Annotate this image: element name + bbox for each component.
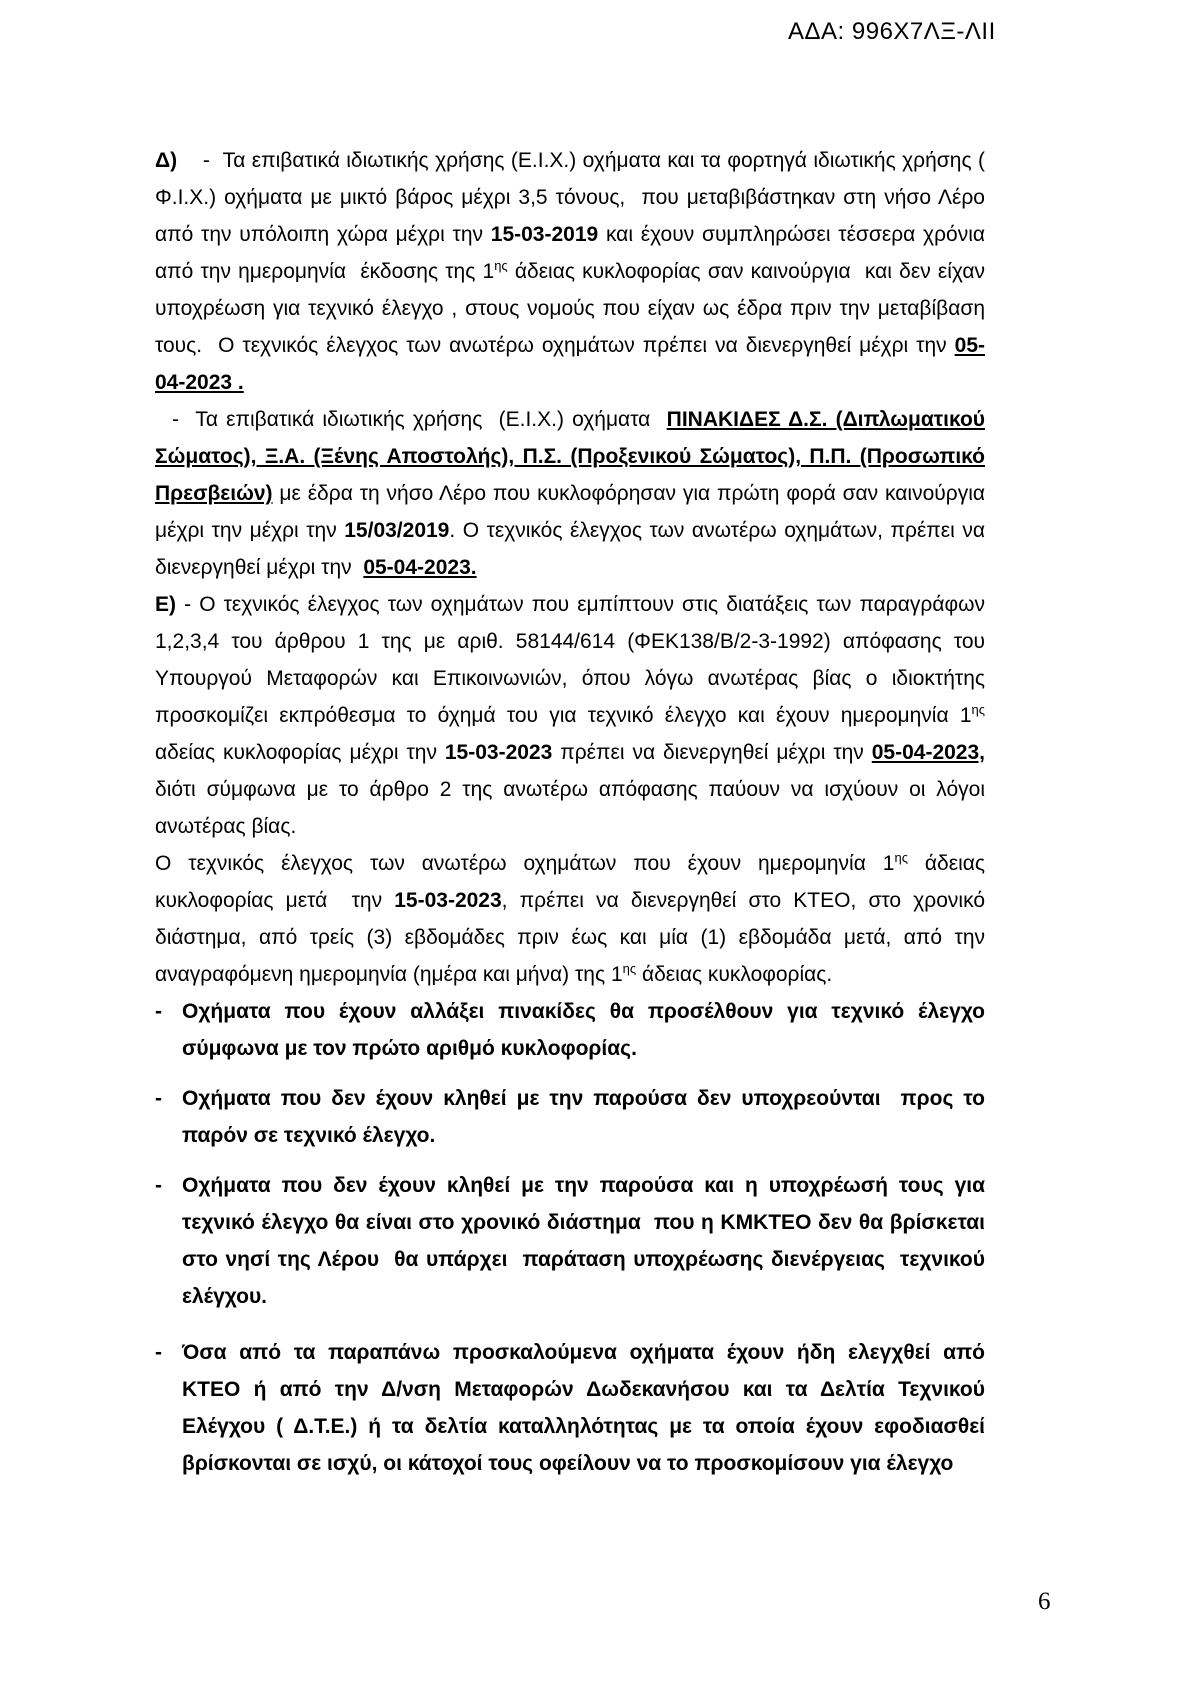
- list-item-changed-plates: [155, 993, 985, 1067]
- list-item-already-inspected: [155, 1334, 985, 1482]
- list-item-text: Οχήματα που δεν έχουν κληθεί με την παρούσα δεν υποχρεούνται προς το παρόν σε τεχνικό έλεγχο.: [182, 1087, 985, 1147]
- paragraph-kteo-inspection-window: Ο τεχνικός έλεγχος των ανωτέρω οχημάτων που έχουν ημερομηνία $1^{\eta\varsigma}$ άδειας κυκλοφορίας μετά την 15-03-2023, πρέπει να διενεργηθεί στο ΚΤΕΟ, στο χρονικό διάστημα, από τρείς (3) εβδομάδες πριν έως και μία (1) εβδομάδα μετά, από την αναγραφόμενη ημερομηνία (ημέρα και μήνα) της $1^{\eta\varsigma}$ άδειας κυκλοφορίας.: [155, 850, 986, 986]
- dash-bullet-icon: -: [155, 1341, 162, 1364]
- dash-bullet-icon: -: [155, 1000, 162, 1023]
- list-item-text: Οχήματα που δεν έχουν κληθεί με την παρούσα και η υποχρέωσή τους για τεχνικό έλεγχο θα είναι στο χρονικό διάστημα που η ΚΜΚΤΕΟ δεν θα βρίσκεται στο νησί της Λέρου θα υπάρχει παράταση υποχρέωσης διενέργειας τεχνικού ελέγχου.: [182, 1174, 985, 1308]
- dash-bullet-icon: -: [155, 1174, 162, 1197]
- page-number: 6: [1038, 1588, 1051, 1615]
- list-item-text: Οχήματα που έχουν αλλάξει πινακίδες θα προσέλθουν για τεχνικό έλεγχο σύμφωνα με τον πρώτο αριθμό κυκλοφορίας.: [182, 1000, 985, 1060]
- document-body: [155, 142, 985, 1495]
- paragraph-e-force-majeure: Ε) - Ο τεχνικός έλεγχος των οχημάτων που εμπίπτουν στις διατάξεις των παραγράφων 1,2,3,4 του άρθρου 1 της με αριθ. 58144/614 (ΦΕΚ138/Β/2-3-1992) απόφασης του Υπουργού Μεταφορών και Επικοινωνιών, όπου λόγω ανωτέρας βίας ο ιδιοκτήτης προσκομίζει εκπρόθεσμα το όχημά του για τεχνικό έλεγχο και έχουν ημερομηνία $1^{\eta\varsigma}$ αδείας κυκλοφορίας μέχρι την 15-03-2023 πρέπει να διενεργηθεί μέχρι την 05-04-2023, διότι σύμφωνα με το άρθρο 2 της ανωτέρω απόφασης παύουν να ισχύουν οι λόγοι ανωτέρας βίας.: [155, 593, 985, 838]
- list-item-not-summoned: [155, 1080, 985, 1154]
- paragraph-diplomatic-plates: - Τα επιβατικά ιδιωτικής χρήσης (Ε.Ι.Χ.) οχήματα ΠΙΝΑΚΙΔΕΣ Δ.Σ. (Διπλωματικού Σώματος), Ξ.Α. (Ξένης Αποστολής), Π.Σ. (Προξενικού Σώματος), Π.Π. (Προσωπικό Πρεσβειών) με έδρα τη νήσο Λέρο που κυκλοφόρησαν για πρώτη φορά σαν καινούργια μέχρι την μέχρι την 15/03/2019. Ο τεχνικός έλεγχος των ανωτέρω οχημάτων, πρέπει να διενεργηθεί μέχρι την 05-04-2023.: [155, 408, 986, 579]
- list-item-kmkteo-extension: [155, 1167, 985, 1315]
- paragraph-d-private-vehicles: Δ) - Τα επιβατικά ιδιωτικής χρήσης (Ε.Ι.Χ.) οχήματα και τα φορτηγά ιδιωτικής χρήσης ( Φ.Ι.Χ.) οχήματα με μικτό βάρος μέχρι 3,5 τόνους, που μεταβιβάστηκαν στη νήσο Λέρο από την υπόλοιπη χώρα μέχρι την 15-03-2019 και έχουν συμπληρώσει τέσσερα χρόνια από την ημερομηνία έκδοσης της $1^{\eta\varsigma}$ άδειας κυκλοφορίας σαν καινούργια και δεν είχαν υποχρέωση για τεχνικό έλεγχο , στους νομούς που είχαν ως έδρα πριν την μεταβίβαση τους. Ο τεχνικός έλεγχος των ανωτέρω οχημάτων πρέπει να διενεργηθεί μέχρι την 05-04-2023 .: [155, 149, 986, 394]
- list-item-text: Όσα από τα παραπάνω προσκαλούμενα οχήματα έχουν ήδη ελεγχθεί από ΚΤΕΟ ή από την Δ/νση Μεταφορών Δωδεκανήσου και τα Δελτία Τεχνικού Ελέγχου ( Δ.Τ.Ε.) ή τα δελτία καταλληλότητας με τα οποία έχουν εφοδιασθεί βρίσκονται σε ισχύ, οι κάτοχοί τους οφείλουν να το προσκομίσουν για έλεγχο: [182, 1341, 985, 1475]
- dash-bullet-icon: -: [155, 1087, 162, 1110]
- ada-code-header: ΑΔΑ: 996Χ7ΛΞ-ΛΙΙ: [788, 18, 996, 45]
